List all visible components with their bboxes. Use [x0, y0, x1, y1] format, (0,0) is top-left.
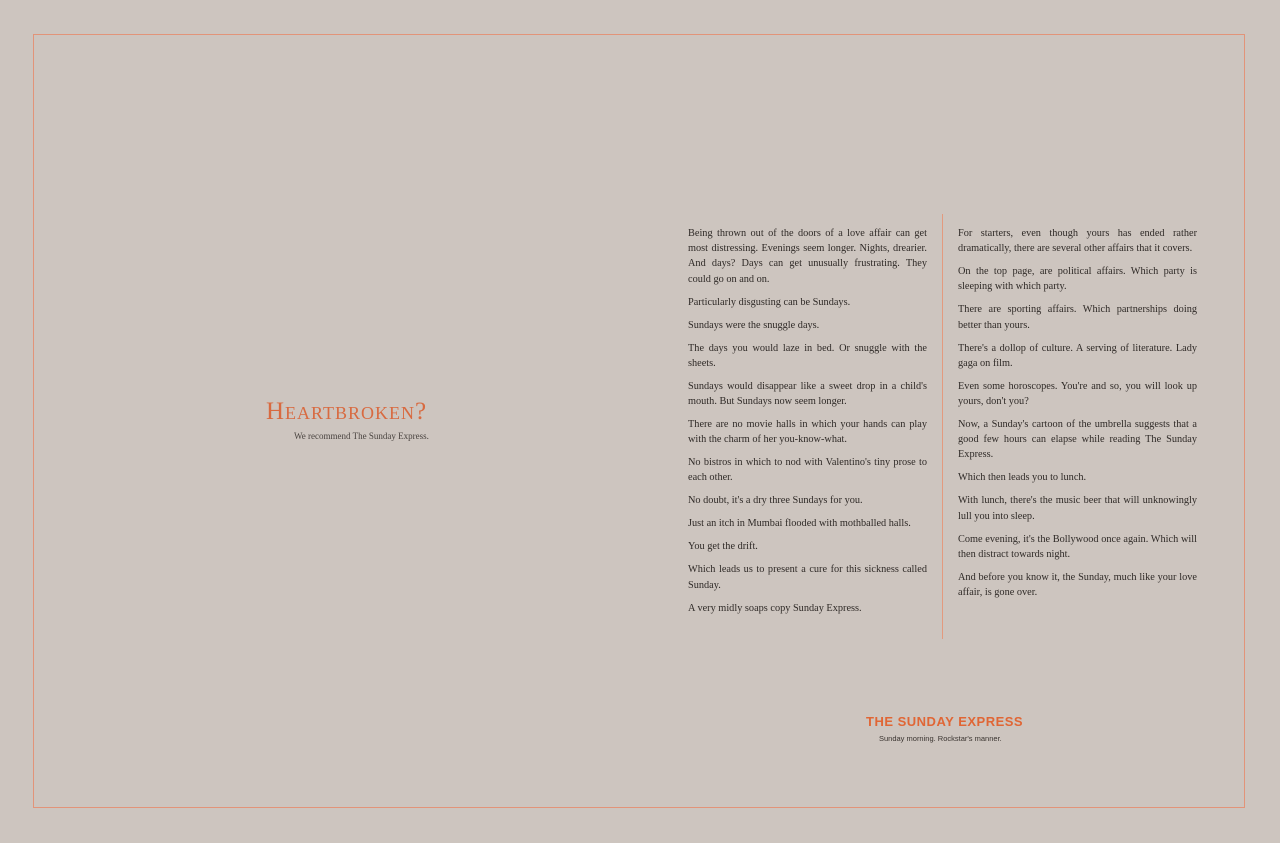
body-paragraph: Being thrown out of the doors of a love affair can get most distressing. Evenings seem longer. Nights, drearier. And days? Days can get unusually frustrating. They could go on and on.: [688, 228, 927, 285]
body-column-left: [688, 226, 927, 624]
brand-tagline: Sunday morning. Rockstar's manner.: [879, 734, 1002, 743]
body-paragraph: Sundays would disappear like a sweet drop in a child's mouth. But Sundays now seem longer.: [688, 380, 927, 408]
body-paragraph: Even some horoscopes. You're and so, you will look up yours, don't you?: [958, 380, 1197, 408]
headline: Heartbroken?: [266, 398, 428, 425]
body-column-right: [958, 226, 1197, 608]
body-paragraph: On the top page, are political affairs. Which party is sleeping with which party.: [958, 266, 1197, 293]
body-paragraph: No bistros in which to nod with Valentino's tiny prose to each other.: [688, 457, 927, 484]
body-paragraph: There are sporting affairs. Which partnerships doing better than yours.: [958, 304, 1197, 331]
body-paragraph: You get the drift.: [688, 541, 758, 553]
body-paragraph: Which then leads you to lunch.: [958, 472, 1087, 484]
column-divider: [942, 214, 943, 639]
body-paragraph: A very midly soaps copy Sunday Express.: [688, 602, 862, 614]
body-paragraph: Sundays were the snuggle days.: [688, 319, 820, 331]
body-paragraph: Just an itch in Mumbai flooded with mothballed halls.: [688, 518, 911, 530]
subhead: We recommend The Sunday Express.: [294, 431, 429, 441]
body-paragraph: Particularly disgusting can be Sundays.: [688, 296, 851, 308]
body-paragraph: No doubt, it's a dry three Sundays for you.: [688, 495, 863, 507]
body-paragraph: And before you know it, the Sunday, much like your love affair, is gone over.: [958, 571, 1197, 599]
body-paragraph: There are no movie halls in which your hands can play with the charm of her you-know-what.: [688, 419, 927, 446]
body-paragraph: Come evening, it's the Bollywood once again. Which will then distract towards night.: [958, 533, 1197, 560]
body-paragraph: For starters, even though yours has ended rather dramatically, there are several other affairs that it covers.: [958, 228, 1197, 255]
body-paragraph: Now, a Sunday's cartoon of the umbrella suggests that a good few hours can elapse while reading The Sunday Express.: [958, 419, 1197, 461]
body-paragraph: With lunch, there's the music beer that will unknowingly lull you into sleep.: [958, 495, 1197, 522]
body-paragraph: Which leads us to present a cure for this sickness called Sunday.: [688, 564, 927, 591]
brand-logo-text: THE SUNDAY EXPRESS: [866, 714, 1024, 729]
body-paragraph: There's a dollop of culture. A serving of literature. Lady gaga on film.: [958, 342, 1197, 369]
body-paragraph: The days you would laze in bed. Or snuggle with the sheets.: [688, 342, 927, 369]
